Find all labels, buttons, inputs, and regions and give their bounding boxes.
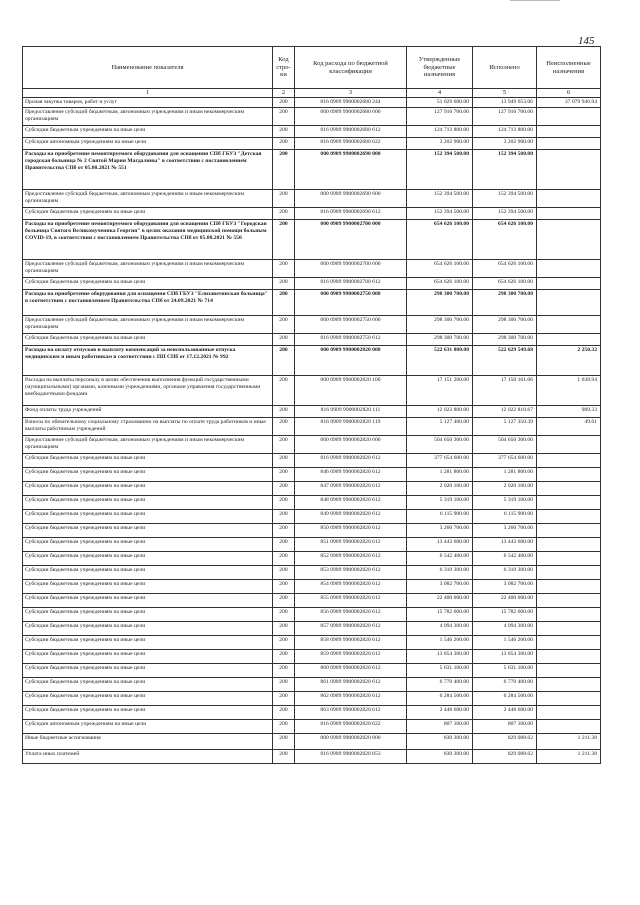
cell-unexecuted [537,636,601,650]
table-row [23,150,601,190]
cell-approved: 1 281 800.00 [407,468,473,482]
cell-expense-code: 860 0909 9900002820 612 [295,664,407,678]
cell-name: Предоставление субсидий бюджетным, автономным учреждениям и иным некоммерческим организациям [23,108,273,126]
cell-expense-code: 816 0909 9900002820 622 [295,720,407,734]
cell-approved: 17 151 200.00 [407,376,473,406]
cell-approved: 12 023 800.00 [407,406,473,418]
cell-unexecuted [537,126,601,138]
cell-expense-code: 816 0909 9900002820 119 [295,418,407,436]
cell-name: Расходы на приобретение оборудования для оснащения СПб ГБУЗ "Елизаветинская больница" в соответствии с постановлением Правительства СПб от 24.09.2021 № 714 [23,290,273,316]
cell-executed: 13 949 653.06 [473,98,537,108]
cell-expense-code: 816 0909 9900002700 612 [295,278,407,290]
cell-expense-code: 851 0909 9900002820 612 [295,538,407,552]
cell-expense-code: 854 0909 9900002820 612 [295,580,407,594]
table-row [23,524,601,538]
cell-executed: 22 400 000.00 [473,594,537,608]
cell-line-code: 200 [273,108,295,126]
cell-line-code: 200 [273,454,295,468]
cell-unexecuted [537,482,601,496]
cell-name: Субсидии бюджетным учреждениям на иные цели [23,278,273,290]
cell-approved: 2 448 600.00 [407,706,473,720]
cell-approved: 127 916 700.00 [407,108,473,126]
cell-unexecuted [537,650,601,664]
cell-executed: 6 310 300.00 [473,566,537,580]
cell-name: Субсидии бюджетным учреждениям на иные цели [23,524,273,538]
cell-line-code: 200 [273,510,295,524]
table-row [23,468,601,482]
cell-expense-code: 858 0909 9900002820 612 [295,636,407,650]
cell-unexecuted [537,190,601,208]
cell-expense-code: 857 0909 9900002820 612 [295,622,407,636]
cell-line-code: 200 [273,418,295,436]
cell-unexecuted [537,290,601,316]
column-number: 4 [407,89,473,98]
cell-expense-code: 855 0909 9900002820 612 [295,594,407,608]
cell-approved: 4 094 300.00 [407,622,473,636]
cell-line-code: 200 [273,346,295,376]
cell-name: Субсидии бюджетным учреждениям на иные цели [23,552,273,566]
header-approved: Утвержденные бюджетные назначения [407,47,473,89]
header-unexecuted: Неисполненные назначения [537,47,601,89]
cell-expense-code: 850 0909 9900002820 612 [295,524,407,538]
cell-line-code: 200 [273,260,295,278]
cell-name: Уплата иных платежей [23,750,273,764]
table-row [23,138,601,150]
cell-unexecuted [537,334,601,346]
cell-executed: 3 082 700.00 [473,580,537,594]
cell-approved: 6 284 500.00 [407,692,473,706]
cell-unexecuted [537,720,601,734]
cell-executed: 829 088.62 [473,734,537,750]
cell-name: Субсидии бюджетным учреждениям на иные цели [23,334,273,346]
cell-name: Субсидии бюджетным учреждениям на иные цели [23,678,273,692]
cell-expense-code: 853 0909 9900002820 612 [295,566,407,580]
cell-name: Субсидии бюджетным учреждениям на иные цели [23,538,273,552]
cell-approved: 5 127 400.00 [407,418,473,436]
cell-expense-code: 861 0909 9900002820 612 [295,678,407,692]
cell-approved: 1 546 200.00 [407,636,473,650]
cell-name: Субсидии бюджетным учреждениям на иные цели [23,622,273,636]
cell-approved: 3 082 700.00 [407,580,473,594]
cell-name: Предоставление субсидий бюджетным, автономным учреждениям и иным некоммерческим организациям [23,316,273,334]
cell-expense-code: 862 0909 9900002820 612 [295,692,407,706]
table-row [23,334,601,346]
cell-line-code: 200 [273,150,295,190]
cell-expense-code: 000 0909 9900002690 600 [295,190,407,208]
cell-approved: 6 770 400.00 [407,678,473,692]
cell-name: Предоставление субсидий бюджетным, автономным учреждениям и иным некоммерческим организациям [23,260,273,278]
cell-unexecuted [537,278,601,290]
cell-name: Субсидии бюджетным учреждениям на иные цели [23,482,273,496]
cell-expense-code: 816 0909 9900002680 622 [295,138,407,150]
cell-expense-code: 000 0909 9900002690 000 [295,150,407,190]
cell-unexecuted [537,538,601,552]
cell-name: Прочая закупка товаров, работ и услуг [23,98,273,108]
cell-approved: 654 626 100.00 [407,220,473,260]
cell-unexecuted [537,220,601,260]
cell-line-code: 200 [273,734,295,750]
cell-line-code: 200 [273,126,295,138]
cell-executed: 654 626 100.00 [473,220,537,260]
cell-unexecuted [537,608,601,622]
column-number: 5 [473,89,537,98]
cell-approved: 152 394 500.00 [407,208,473,220]
cell-approved: 6 542 400.00 [407,552,473,566]
cell-unexecuted [537,138,601,150]
table-row [23,220,601,260]
cell-line-code: 200 [273,468,295,482]
table-row [23,98,601,108]
cell-approved: 5 319 100.00 [407,496,473,510]
cell-approved: 6 115 900.00 [407,510,473,524]
cell-approved: 22 400 000.00 [407,594,473,608]
cell-unexecuted [537,594,601,608]
cell-approved: 3 260 700.00 [407,524,473,538]
cell-name: Субсидии бюджетным учреждениям на иные цели [23,208,273,220]
cell-name: Субсидии бюджетным учреждениям на иные цели [23,608,273,622]
cell-line-code: 200 [273,538,295,552]
header-executed: Исполнено [473,47,537,89]
cell-expense-code: 863 0909 9900002820 612 [295,706,407,720]
cell-approved: 152 394 500.00 [407,190,473,208]
cell-unexecuted: 1 038.94 [537,376,601,406]
table-row [23,436,601,454]
cell-name: Расходы на выплаты персоналу в целях обеспечения выполнения функций государственными (муниципальными) органами, казенными учреждениями, органами управления государственными внебюджетными фондами [23,376,273,406]
table-row [23,406,601,418]
cell-unexecuted [537,664,601,678]
cell-approved: 654 626 100.00 [407,260,473,278]
cell-line-code: 200 [273,594,295,608]
cell-executed: 13 443 600.00 [473,538,537,552]
table-row [23,678,601,692]
cell-name: Субсидии бюджетным учреждениям на иные цели [23,126,273,138]
column-number-row [23,89,601,98]
cell-unexecuted [537,316,601,334]
cell-name: Расходы на оплату отпусков и выплату компенсаций за неиспользованные отпуска медицинским и иным работникам в соответствии с ПП СПб от 17.12.2021 № 992 [23,346,273,376]
cell-approved: 298 300 700.00 [407,290,473,316]
cell-line-code: 200 [273,220,295,260]
cell-executed: 12 022 810.67 [473,406,537,418]
cell-approved: 298 300 700.00 [407,316,473,334]
cell-executed: 124 713 800.00 [473,126,537,138]
cell-unexecuted: 2 250.32 [537,346,601,376]
table-row [23,510,601,524]
cell-expense-code: 000 0909 9900002820 000 [295,346,407,376]
cell-approved: 522 631 800.00 [407,346,473,376]
cell-unexecuted: 37 079 946.94 [537,98,601,108]
cell-expense-code: 816 0909 9900002820 111 [295,406,407,418]
cell-line-code: 200 [273,190,295,208]
cell-unexecuted [537,706,601,720]
cell-unexecuted: 49.61 [537,418,601,436]
cell-unexecuted [537,566,601,580]
cell-unexecuted [537,454,601,468]
cell-line-code: 200 [273,138,295,150]
cell-expense-code: 848 0909 9900002820 612 [295,496,407,510]
table-row [23,636,601,650]
column-number: 3 [295,89,407,98]
cell-name: Субсидии бюджетным учреждениям на иные цели [23,454,273,468]
cell-line-code: 200 [273,406,295,418]
cell-executed: 298 300 700.00 [473,290,537,316]
cell-expense-code: 816 0909 9900002820 853 [295,750,407,764]
cell-expense-code: 000 0909 9900002700 000 [295,220,407,260]
table-row [23,692,601,706]
cell-name: Субсидии бюджетным учреждениям на иные цели [23,468,273,482]
cell-name: Взносы по обязательному социальному страхованию на выплаты по оплате труда работников и иные выплаты работникам учреждений [23,418,273,436]
cell-expense-code: 000 0909 9900002820 600 [295,436,407,454]
cell-name: Расходы на приобретение немонтируемого оборудования для оснащения СПб ГБУЗ "Детская городская больница № 2 Святой Марии Магдалины" в соответствии с постановлением Правительства СПб от 05.08.2021 № 551 [23,150,273,190]
cell-line-code: 200 [273,98,295,108]
cell-executed: 6 770 400.00 [473,678,537,692]
cell-executed: 5 127 350.39 [473,418,537,436]
cell-name: Субсидии автономным учреждениям на иные цели [23,138,273,150]
table-row [23,278,601,290]
cell-name: Субсидии бюджетным учреждениям на иные цели [23,636,273,650]
cell-name: Субсидии бюджетным учреждениям на иные цели [23,594,273,608]
table-row [23,734,601,750]
cell-expense-code: 000 0909 9900002750 000 [295,290,407,316]
cell-unexecuted [537,496,601,510]
cell-line-code: 200 [273,706,295,720]
cell-approved: 830 300.00 [407,750,473,764]
cell-name: Предоставление субсидий бюджетным, автономным учреждениям и иным некоммерческим организациям [23,190,273,208]
cell-approved: 3 202 900.00 [407,138,473,150]
cell-approved: 124 713 800.00 [407,126,473,138]
cell-unexecuted [537,436,601,454]
cell-executed: 6 115 900.00 [473,510,537,524]
cell-line-code: 200 [273,482,295,496]
cell-expense-code: 859 0909 9900002820 612 [295,650,407,664]
cell-executed: 654 626 100.00 [473,278,537,290]
header-expense-code: Код расхода по бюджетной классификации [295,47,407,89]
cell-line-code: 200 [273,650,295,664]
cell-unexecuted: 989.33 [537,406,601,418]
cell-unexecuted [537,510,601,524]
cell-line-code: 200 [273,664,295,678]
budget-execution-table [22,46,601,764]
cell-name: Субсидии бюджетным учреждениям на иные цели [23,706,273,720]
table-row [23,208,601,220]
cell-unexecuted [537,622,601,636]
cell-approved: 6 310 300.00 [407,566,473,580]
cell-line-code: 200 [273,678,295,692]
cell-executed: 13 854 300.00 [473,650,537,664]
table-row [23,664,601,678]
table-row [23,418,601,436]
cell-expense-code: 847 0909 9900002820 612 [295,482,407,496]
cell-line-code: 200 [273,376,295,406]
cell-name: Иные бюджетные ассигнования [23,734,273,750]
cell-approved: 13 854 300.00 [407,650,473,664]
cell-unexecuted: 1 211.38 [537,734,601,750]
cell-unexecuted [537,524,601,538]
table-row [23,496,601,510]
table-row [23,580,601,594]
cell-line-code: 200 [273,622,295,636]
cell-line-code: 200 [273,290,295,316]
cell-name: Субсидии бюджетным учреждениям на иные цели [23,580,273,594]
cell-executed: 127 916 700.00 [473,108,537,126]
cell-line-code: 200 [273,580,295,594]
cell-unexecuted [537,468,601,482]
cell-executed: 377 654 600.00 [473,454,537,468]
cell-expense-code: 816 0909 9900002750 612 [295,334,407,346]
table-row [23,650,601,664]
cell-expense-code: 000 0909 9900002700 600 [295,260,407,278]
table-row [23,126,601,138]
cell-unexecuted [537,260,601,278]
cell-name: Субсидии бюджетным учреждениям на иные цели [23,496,273,510]
cell-executed: 3 260 700.00 [473,524,537,538]
cell-unexecuted [537,678,601,692]
cell-line-code: 200 [273,608,295,622]
cell-approved: 830 300.00 [407,734,473,750]
cell-approved: 51 029 600.00 [407,98,473,108]
cell-expense-code: 816 0909 9900002690 612 [295,208,407,220]
table-row [23,706,601,720]
table-row [23,190,601,208]
cell-line-code: 200 [273,720,295,734]
cell-expense-code: 856 0909 9900002820 612 [295,608,407,622]
cell-unexecuted [537,580,601,594]
cell-line-code: 200 [273,496,295,510]
table-row [23,376,601,406]
table-row [23,552,601,566]
cell-unexecuted [537,150,601,190]
header-name: Наименование показателя [23,47,273,89]
cell-line-code: 200 [273,750,295,764]
cell-approved: 377 654 600.00 [407,454,473,468]
cell-line-code: 200 [273,692,295,706]
cell-name: Субсидии бюджетным учреждениям на иные цели [23,566,273,580]
column-number: 2 [273,89,295,98]
cell-executed: 522 629 549.68 [473,346,537,376]
cell-unexecuted [537,208,601,220]
page-number: 145 [578,35,595,47]
cell-approved: 2 020 100.00 [407,482,473,496]
cell-expense-code: 000 0909 9900002750 600 [295,316,407,334]
table-row [23,316,601,334]
cell-executed: 17 150 161.06 [473,376,537,406]
cell-expense-code: 000 0909 9900002680 600 [295,108,407,126]
cell-name: Субсидии бюджетным учреждениям на иные цели [23,650,273,664]
cell-expense-code: 846 0909 9900002820 612 [295,468,407,482]
cell-executed: 15 782 600.00 [473,608,537,622]
table-row [23,622,601,636]
cell-approved: 807 100.00 [407,720,473,734]
cell-approved: 13 443 600.00 [407,538,473,552]
cell-executed: 3 202 900.00 [473,138,537,150]
table-body [23,98,601,764]
table-row [23,720,601,734]
cell-approved: 504 650 300.00 [407,436,473,454]
cell-expense-code: 816 0909 9900002820 612 [295,454,407,468]
cell-expense-code: 816 0909 9900002680 612 [295,126,407,138]
column-number: 1 [23,89,273,98]
cell-name: Расходы на приобретение немонтируемого оборудования для оснащения СПб ГБУЗ "Городская больница Святого Великомученика Георгия" в целях оказания медицинской помощи больным COVID-19, в соответствии с постановлением Правительства СПб от 05.08.2021 № 550 [23,220,273,260]
table-row [23,538,601,552]
cell-name: Субсидии бюджетным учреждениям на иные цели [23,664,273,678]
cell-line-code: 200 [273,552,295,566]
table-row [23,260,601,278]
cell-expense-code: 000 0909 9900002820 100 [295,376,407,406]
cell-executed: 807 100.00 [473,720,537,734]
cell-approved: 654 626 100.00 [407,278,473,290]
cell-executed: 298 300 700.00 [473,316,537,334]
cell-unexecuted: 1 211.38 [537,750,601,764]
cell-line-code: 200 [273,208,295,220]
table-row [23,566,601,580]
table-row [23,482,601,496]
cell-unexecuted [537,692,601,706]
cell-executed: 1 281 800.00 [473,468,537,482]
cell-executed: 1 546 200.00 [473,636,537,650]
table-row [23,108,601,126]
cell-executed: 2 020 100.00 [473,482,537,496]
table-row [23,608,601,622]
cell-name: Предоставление субсидий бюджетным, автономным учреждениям и иным некоммерческим организациям [23,436,273,454]
cell-executed: 4 094 300.00 [473,622,537,636]
cell-line-code: 200 [273,436,295,454]
cell-executed: 152 394 500.00 [473,208,537,220]
cell-approved: 15 782 600.00 [407,608,473,622]
cell-line-code: 200 [273,278,295,290]
cell-executed: 6 542 400.00 [473,552,537,566]
table-row [23,346,601,376]
cell-line-code: 200 [273,566,295,580]
cell-executed: 829 088.62 [473,750,537,764]
cell-unexecuted [537,108,601,126]
cell-expense-code: 852 0909 9900002820 612 [295,552,407,566]
cell-approved: 152 394 500.00 [407,150,473,190]
column-number: 6 [537,89,601,98]
cell-expense-code: 000 0909 9900002820 800 [295,734,407,750]
table-row [23,594,601,608]
cell-executed: 654 626 100.00 [473,260,537,278]
cell-unexecuted [537,552,601,566]
top-scan-mark [510,0,560,4]
header-line-code: Код стро-ки [273,47,295,89]
cell-executed: 298 300 700.00 [473,334,537,346]
cell-name: Фонд оплаты труда учреждений [23,406,273,418]
cell-approved: 5 631 100.00 [407,664,473,678]
cell-line-code: 200 [273,636,295,650]
cell-executed: 5 631 100.00 [473,664,537,678]
table-row [23,454,601,468]
cell-name: Субсидии автономным учреждениям на иные цели [23,720,273,734]
cell-executed: 152 394 500.00 [473,190,537,208]
cell-expense-code: 816 0909 9900002680 244 [295,98,407,108]
cell-line-code: 200 [273,334,295,346]
cell-executed: 5 319 100.00 [473,496,537,510]
cell-executed: 152 394 500.00 [473,150,537,190]
cell-name: Субсидии бюджетным учреждениям на иные цели [23,510,273,524]
cell-line-code: 200 [273,316,295,334]
cell-expense-code: 849 0909 9900002820 612 [295,510,407,524]
cell-executed: 6 284 500.00 [473,692,537,706]
cell-executed: 2 448 600.00 [473,706,537,720]
cell-approved: 298 300 700.00 [407,334,473,346]
cell-name: Субсидии бюджетным учреждениям на иные цели [23,692,273,706]
table-row [23,750,601,764]
cell-line-code: 200 [273,524,295,538]
table-row [23,290,601,316]
cell-executed: 504 650 300.00 [473,436,537,454]
